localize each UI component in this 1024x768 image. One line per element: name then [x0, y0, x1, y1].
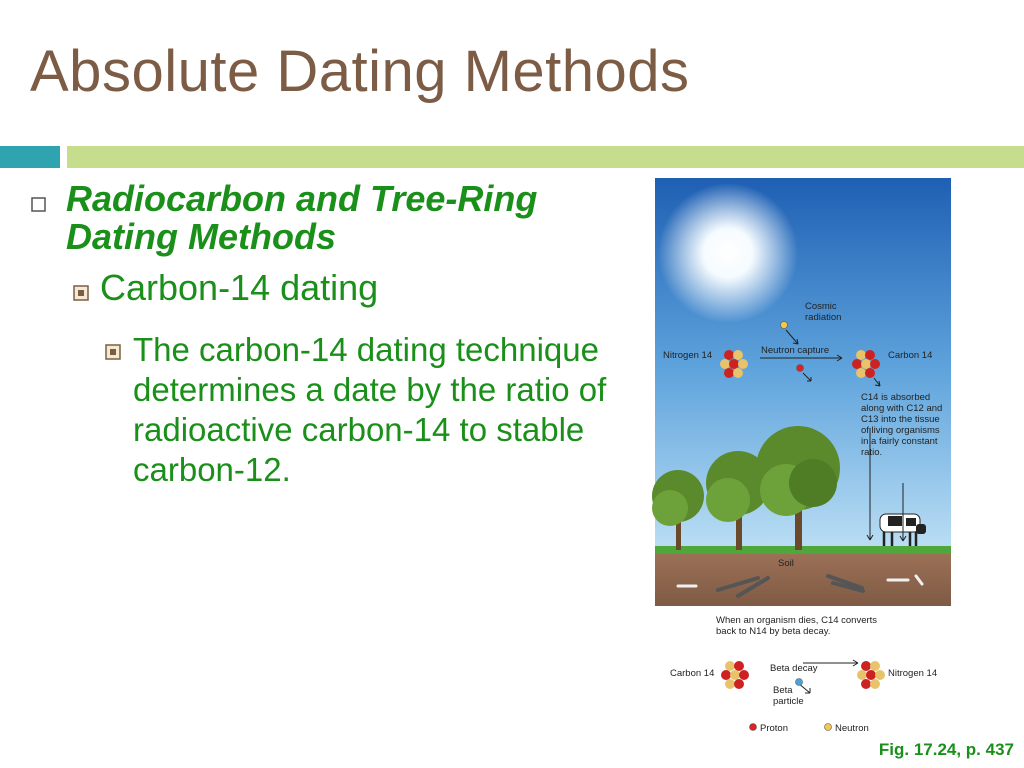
absorbed-line: ratio.	[861, 447, 883, 458]
square-bullet-icon	[72, 284, 90, 302]
legend-proton-icon	[750, 724, 757, 731]
proton-particle-icon	[797, 365, 804, 372]
absorbed-line: along with C12 and	[861, 403, 943, 414]
absorbed-line: in a fairly constant	[861, 436, 938, 447]
nitrogen-bottom-label: Nitrogen 14	[888, 668, 938, 679]
absorbed-line: C13 into the tissue	[861, 414, 940, 425]
legend-neutron-label: Neutron	[835, 723, 869, 734]
absorbed-line: C14 is absorbed	[861, 392, 931, 403]
carbon-top-label: Carbon 14	[888, 350, 933, 361]
beta-particle-icon	[796, 679, 803, 686]
figure-caption: Fig. 17.24, p. 437	[878, 740, 1014, 759]
beta-particle-label-2: particle	[773, 696, 804, 707]
sun-icon	[658, 183, 798, 323]
beta-particle-label: Beta	[773, 685, 793, 696]
legend-proton-label: Proton	[760, 723, 788, 734]
legend-neutron-icon	[825, 724, 832, 731]
absorbed-line: of living organisms	[861, 425, 940, 436]
carbon-bottom-label: Carbon 14	[670, 668, 715, 679]
carbon14-cycle-figure	[648, 178, 958, 738]
hollow-square-bullet-icon	[30, 196, 48, 214]
slide-title: Absolute Dating Methods	[30, 39, 690, 104]
nitrogen-top-label: Nitrogen 14	[663, 350, 713, 361]
cosmic-label: Cosmic	[805, 301, 837, 312]
accent-bar-green	[67, 146, 1024, 168]
neutron-particle-icon	[781, 322, 788, 329]
beta-decay-label: Beta decay	[770, 663, 818, 674]
cosmic-label-2: radiation	[805, 312, 842, 323]
bullet-level1: Radiocarbon and Tree-Ring Dating Methods	[66, 178, 538, 257]
accent-bar-teal	[0, 146, 60, 168]
dies-line-2: back to N14 by beta decay.	[716, 626, 831, 637]
square-bullet-icon	[104, 343, 122, 361]
nitrogen-atom-icon	[857, 661, 885, 689]
dies-line-1: When an organism dies, C14 converts	[716, 615, 878, 626]
soil-label: Soil	[778, 558, 794, 569]
bullet-level2: Carbon-14 dating	[100, 267, 379, 308]
bullet-level3: The carbon-14 dating technique determines a date by the ratio of radioactive carbon-14 to stable carbon-12.	[133, 331, 607, 488]
carbon-atom-icon	[721, 661, 749, 689]
neutron-capture-label: Neutron capture	[761, 345, 830, 356]
